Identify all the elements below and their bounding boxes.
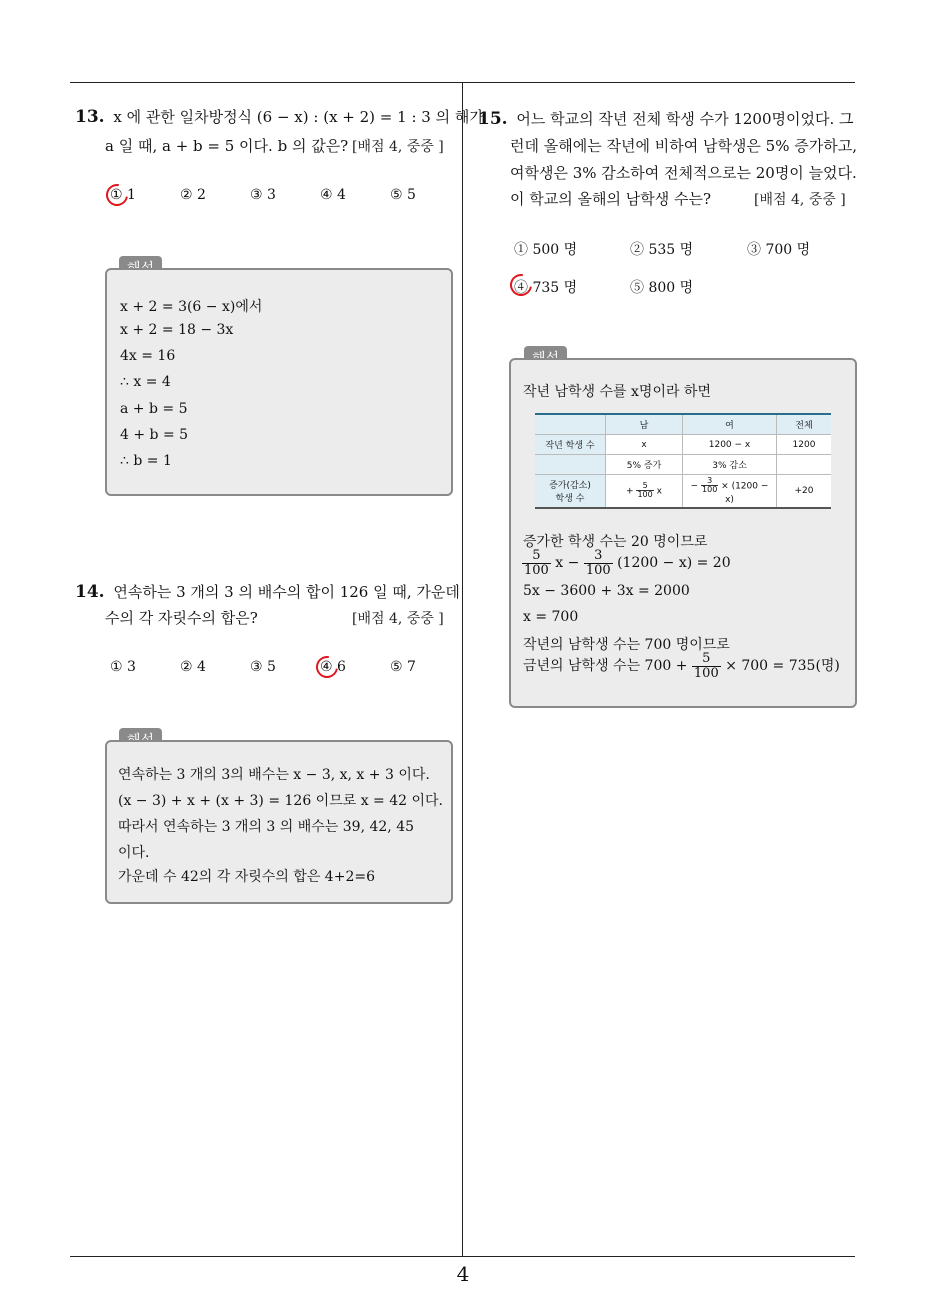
table-cell <box>535 455 606 475</box>
choice-2[interactable]: ② 535 명 <box>630 242 694 258</box>
solution-line: 증가한 학생 수는 20 명이므로 <box>523 534 708 550</box>
choice-4[interactable]: ④ 735 명 <box>514 280 578 296</box>
question-text-line2: 런데 올해에는 작년에 비하여 남학생은 5% 증가하고, <box>510 137 857 155</box>
choice-2[interactable]: ② 2 <box>180 187 206 203</box>
table-header: 여 <box>683 414 777 435</box>
table-cell: 작년 학생 수 <box>535 435 606 455</box>
table-header: 남 <box>606 414 683 435</box>
question-text-line3: 여학생은 3% 감소하여 전체적으로는 20명이 늘었다. <box>510 164 857 182</box>
choice-1[interactable]: ① 1 <box>110 187 136 203</box>
choice-3[interactable]: ③ 700 명 <box>747 242 811 258</box>
question-text-line1: 어느 학교의 작년 전체 학생 수가 1200명이었다. 그 <box>516 110 854 128</box>
choice-1[interactable]: ① 3 <box>110 659 136 675</box>
solution-line: 이다. <box>118 845 150 861</box>
solution-line: 5x − 3600 + 3x = 2000 <box>523 583 690 599</box>
solution-line: 연속하는 3 개의 3의 배수는 x − 3, x, x + 3 이다. <box>118 767 430 783</box>
table-cell: 1200 − x <box>683 435 777 455</box>
table-cell: 3% 감소 <box>683 455 777 475</box>
solution-line: 가운데 수 42의 각 자릿수의 합은 4+2=6 <box>118 869 375 885</box>
choice-3[interactable]: ③ 5 <box>250 659 276 675</box>
choice-5[interactable]: ⑤ 800 명 <box>630 280 694 296</box>
question-meta: [배점 4, 중중 ] <box>352 139 444 155</box>
solution-equation: $\frac{5}{100}$ x − $\frac{3}{100}$ (1200 − x) = 20 <box>524 548 731 578</box>
table-cell: 증가(감소) 학생 수 <box>535 475 606 508</box>
question-number: 15. <box>478 109 508 129</box>
table-cell: − $\frac{3}{100}$ × (1200 − x) <box>683 475 777 508</box>
question-text-line2: a 일 때, a + b = 5 이다. b 의 값은? <box>105 137 349 155</box>
column-divider <box>462 82 463 1257</box>
choice-1[interactable]: ① 500 명 <box>514 242 578 258</box>
solution-intro: 작년 남학생 수를 x명이라 하면 <box>523 384 711 400</box>
table-cell: x <box>606 435 683 455</box>
answer-mark-icon <box>102 180 133 211</box>
table-cell <box>777 455 832 475</box>
choice-2[interactable]: ② 4 <box>180 659 206 675</box>
table-header <box>535 414 606 435</box>
solution-line: x + 2 = 3(6 − x)에서 <box>120 299 263 315</box>
table-cell: + $\frac{5}{100}$ x <box>606 475 683 508</box>
solution-line: 따라서 연속하는 3 개의 3 의 배수는 39, 42, 45 <box>118 819 415 835</box>
question-text-line1: 연속하는 3 개의 3 의 배수의 합이 126 일 때, 가운데 <box>113 583 460 601</box>
table-header: 전체 <box>777 414 832 435</box>
solution-line: 4x = 16 <box>120 348 176 364</box>
question-meta: [배점 4, 중중 ] <box>754 192 846 208</box>
solution-table <box>535 413 831 509</box>
table-cell: 5% 증가 <box>606 455 683 475</box>
choice-4[interactable]: ④ 4 <box>320 187 346 203</box>
solution-line: a + b = 5 <box>120 401 188 417</box>
solution-line: ∴ b = 1 <box>120 453 172 469</box>
table-cell: +20 <box>777 475 832 508</box>
solution-line: 작년의 남학생 수는 700 명이므로 <box>523 637 730 653</box>
question-text-line1: x 에 관한 일차방정식 (6 − x) : (x + 2) = 1 : 3 의 해가 <box>113 108 484 126</box>
solution-line: (x − 3) + x + (x + 3) = 126 이므로 x = 42 이다. <box>118 793 443 809</box>
choice-3[interactable]: ③ 3 <box>250 187 276 203</box>
question-number: 13. <box>75 107 105 127</box>
question-text-line4: 이 학교의 올해의 남학생 수는? <box>510 190 711 208</box>
choice-4[interactable]: ④ 6 <box>320 659 346 675</box>
solution-line: ∴ x = 4 <box>120 374 171 390</box>
solution-line: x = 700 <box>523 609 579 625</box>
page-number: 4 <box>456 1262 470 1286</box>
solution-final: 금년의 남학생 수는 700 + $\frac{5}{100}$ × 700 = 735(명) <box>523 651 840 681</box>
question-meta: [배점 4, 중중 ] <box>352 611 444 627</box>
answer-mark-icon <box>312 652 343 683</box>
solution-line: 4 + b = 5 <box>120 427 189 443</box>
table-cell: 1200 <box>777 435 832 455</box>
choice-5[interactable]: ⑤ 5 <box>390 187 416 203</box>
choice-5[interactable]: ⑤ 7 <box>390 659 416 675</box>
bottom-rule <box>70 1256 855 1257</box>
question-number: 14. <box>75 582 105 602</box>
solution-line: x + 2 = 18 − 3x <box>120 322 234 338</box>
question-text-line2: 수의 각 자릿수의 합은? <box>105 609 258 627</box>
